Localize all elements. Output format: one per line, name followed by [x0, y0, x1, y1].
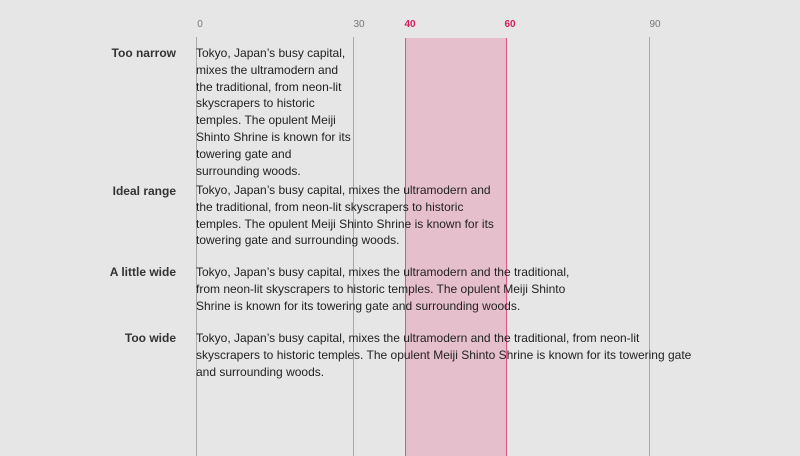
- sample-text-ideal-range: Tokyo, Japan’s busy capital, mixes the ultramodern and the traditional, from neon-lit skyscrapers to historic temples. The opulent Meiji Shinto Shrine is known for its towering gate and surrounding woods.: [196, 183, 494, 248]
- tick-label-30: 30: [353, 19, 365, 30]
- sample-text-a-little-wide: Tokyo, Japan’s busy capital, mixes the ultramodern and the traditional, from neon-lit skyscrapers to historic temples. The opulent Meiji Shinto Shrine is known for its towering gate and surrounding woods.: [196, 265, 570, 313]
- row-label-a-little-wide: A little wide: [109, 265, 176, 279]
- row-label-too-narrow: Too narrow: [111, 46, 176, 60]
- sample-text-too-narrow: Tokyo, Japan’s busy capital, mixes the ultramodern and the traditional, from neon-lit skyscrapers to historic temples. The opulent Meiji Shinto Shrine is known for its towering gate and surrounding woods.: [196, 46, 351, 178]
- tick-label-60: 60: [504, 19, 516, 30]
- row-label-ideal-range: Ideal range: [112, 184, 176, 198]
- row-label-too-wide: Too wide: [124, 331, 176, 345]
- tick-label-40: 40: [404, 19, 416, 30]
- guide-line-90: [649, 37, 650, 456]
- tick-label-0: 0: [197, 19, 203, 30]
- sample-text-too-wide: Tokyo, Japan’s busy capital, mixes the ultramodern and the traditional, from neon-lit skyscrapers to historic temples. The opulent Meiji Shinto Shrine is known for its towering gate and surrounding woods.: [196, 331, 692, 379]
- tick-label-90: 90: [649, 19, 661, 30]
